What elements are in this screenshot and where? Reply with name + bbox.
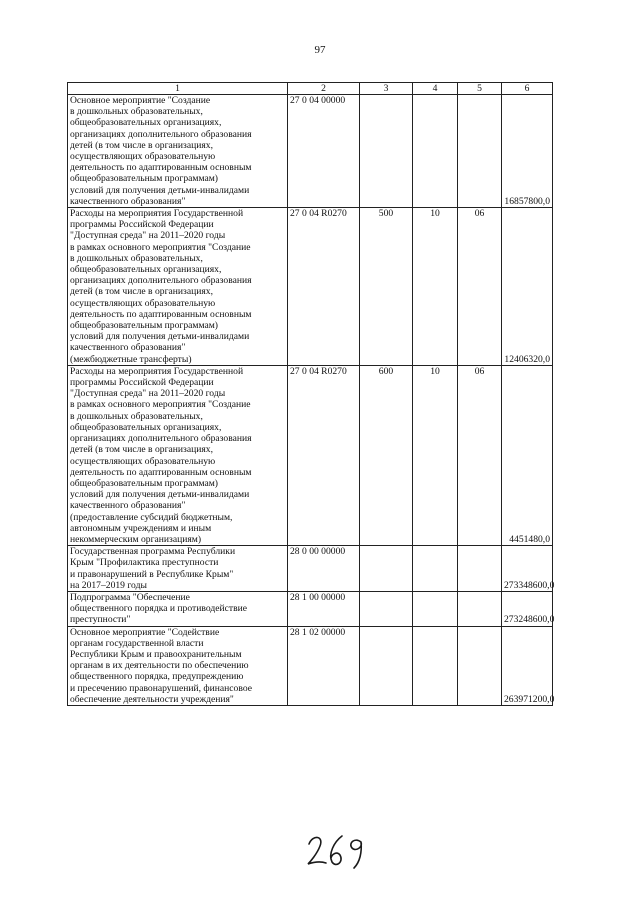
- row-vr: [360, 95, 413, 208]
- row-rz: 10: [413, 208, 458, 366]
- row-amount: 16857800,0: [502, 95, 553, 208]
- page-number: 97: [314, 44, 326, 56]
- row-name: Расходы на мероприятия Государственной программы Российской Федерации "Доступная среда" на 2011–2020 годы в рамках основного мероприятия "Создание в дошкольных образовательных, общеобразовательных организациях, организациях дополнительного образования детей (в том числе в организациях, осуществляющих образовательную деятельность по адаптированным основным общеобразовательным программам) условий для получения детьми-инвалидами качественного образования" (межбюджетные трансферты): [68, 208, 288, 366]
- row-vr: [360, 591, 413, 626]
- row-name: Государственная программа Республики Крым "Профилактика преступности и правонарушений в Республике Крым" на 2017–2019 годы: [68, 546, 288, 592]
- row-rz: [413, 626, 458, 705]
- header-cell: 1: [68, 83, 288, 95]
- row-vr: 600: [360, 365, 413, 545]
- row-pr: [458, 626, 502, 705]
- row-rz: [413, 591, 458, 626]
- row-pr: 06: [458, 365, 502, 545]
- row-rz: [413, 95, 458, 208]
- row-pr: [458, 546, 502, 592]
- row-name: Подпрограмма "Обеспечение общественного порядка и противодействие преступности": [68, 591, 288, 626]
- row-amount: 4451480,0: [502, 365, 553, 545]
- header-cell: 2: [288, 83, 360, 95]
- handwritten-page-number: [306, 830, 370, 870]
- handwritten-two: [308, 837, 326, 864]
- row-code: 28 1 02 00000: [288, 626, 360, 705]
- table-row: [68, 626, 553, 705]
- handwritten-six: [331, 836, 342, 864]
- row-amount: 273348600,0: [502, 546, 553, 592]
- row-rz: 10: [413, 365, 458, 545]
- row-vr: [360, 626, 413, 705]
- budget-table: [67, 82, 553, 706]
- row-amount: 12406320,0: [502, 208, 553, 366]
- row-code: 27 0 04 R0270: [288, 208, 360, 366]
- row-code: 28 0 00 00000: [288, 546, 360, 592]
- table-row: [68, 546, 553, 592]
- row-name: Основное мероприятие "Содействие органам государственной власти Республики Крым и правоохранительным органам в их деятельности по обеспечению общественного порядка, предупреждению и пресечению правонарушений, финансовое обеспечение деятельности учреждения": [68, 626, 288, 705]
- table-row: [68, 95, 553, 208]
- row-name: Основное мероприятие "Создание в дошкольных образовательных, общеобразовательных организациях, организациях дополнительного образования детей (в том числе в организациях, осуществляющих образовательную деятельность по адаптированным основным общеобразовательным программам) условий для получения детьми-инвалидами качественного образования": [68, 95, 288, 208]
- table-row: [68, 591, 553, 626]
- row-amount: 273248600,0: [502, 591, 553, 626]
- row-rz: [413, 546, 458, 592]
- row-pr: 06: [458, 208, 502, 366]
- row-code: 27 0 04 R0270: [288, 365, 360, 545]
- row-pr: [458, 591, 502, 626]
- row-code: 28 1 00 00000: [288, 591, 360, 626]
- handwritten-nine: [351, 840, 362, 868]
- row-name: Расходы на мероприятия Государственной программы Российской Федерации "Доступная среда" на 2011–2020 годы в рамках основного мероприятия "Создание в дошкольных образовательных, общеобразовательных организациях, организациях дополнительного образования детей (в том числе в организациях, осуществляющих образовательную деятельность по адаптированным основным общеобразовательным программам) условий для получения детьми-инвалидами качественного образования" (предоставление субсидий бюджетным, автономным учреждениям и иным некоммерческим организациям): [68, 365, 288, 545]
- table-header-row: [68, 83, 553, 95]
- row-code: 27 0 04 00000: [288, 95, 360, 208]
- row-vr: [360, 546, 413, 592]
- table-row: [68, 208, 553, 366]
- header-cell: 5: [458, 83, 502, 95]
- row-vr: 500: [360, 208, 413, 366]
- row-pr: [458, 95, 502, 208]
- table-row: [68, 365, 553, 545]
- header-cell: 6: [502, 83, 553, 95]
- header-cell: 4: [413, 83, 458, 95]
- header-cell: 3: [360, 83, 413, 95]
- row-amount: 263971200,0: [502, 626, 553, 705]
